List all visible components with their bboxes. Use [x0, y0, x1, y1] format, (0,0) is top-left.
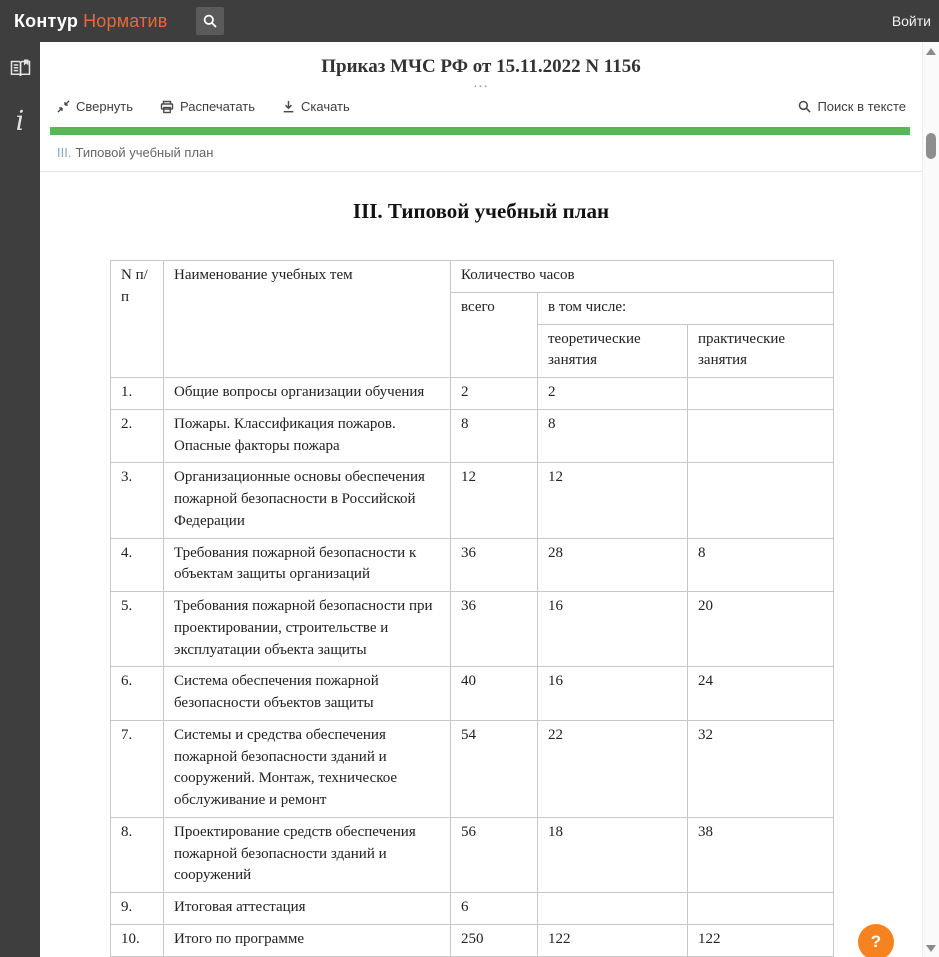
cell-num: 10.: [111, 924, 164, 956]
cell-topic: Проектирование средств обеспечения пожарной безопасности зданий и сооружений: [164, 817, 451, 892]
header-cell-hours: Количество часов: [451, 261, 834, 293]
info-icon[interactable]: i: [15, 105, 25, 137]
header-cell-total: всего: [451, 292, 538, 377]
scrollbar-thumb[interactable]: [926, 133, 936, 159]
main-layout: [0, 42, 939, 957]
topbar: [0, 0, 939, 42]
cell-theory: 16: [538, 592, 688, 667]
cell-topic: Требования пожарной безопасности к объектам защиты организаций: [164, 538, 451, 592]
cell-theory: 28: [538, 538, 688, 592]
cell-theory: 8: [538, 409, 688, 463]
help-button[interactable]: ?: [858, 924, 894, 957]
download-label: Скачать: [301, 99, 350, 114]
breadcrumb-section-label: Типовой учебный план: [75, 145, 214, 160]
cell-total: 40: [451, 667, 538, 721]
cell-theory: 16: [538, 667, 688, 721]
header-cell-topic: Наименование учебных тем: [164, 261, 451, 378]
cell-total: 36: [451, 592, 538, 667]
cell-num: 6.: [111, 667, 164, 721]
cell-practice: [688, 463, 834, 538]
cell-num: 8.: [111, 817, 164, 892]
table-row: [111, 893, 834, 925]
download-icon: [282, 100, 295, 113]
search-icon: [203, 14, 217, 28]
table-row: [111, 592, 834, 667]
table-row: [111, 817, 834, 892]
cell-num: 4.: [111, 538, 164, 592]
cell-theory: 22: [538, 720, 688, 817]
document-toolbar: [57, 99, 906, 114]
download-button[interactable]: [282, 99, 350, 114]
cell-theory: [538, 893, 688, 925]
training-plan-table-wrap: [110, 260, 922, 957]
scroll-down-arrow-icon[interactable]: [926, 945, 936, 952]
section-heading: III. Типовой учебный план: [352, 199, 610, 223]
table-row: [111, 538, 834, 592]
cell-num: 3.: [111, 463, 164, 538]
cell-total: 2: [451, 378, 538, 410]
cell-topic: Общие вопросы организации обучения: [164, 378, 451, 410]
left-sidebar: [0, 42, 40, 957]
cell-num: 9.: [111, 893, 164, 925]
title-expander[interactable]: ...: [473, 74, 489, 91]
collapse-button[interactable]: [57, 99, 133, 114]
cell-topic: Система обеспечения пожарной безопасности объектов защиты: [164, 667, 451, 721]
cell-practice: 32: [688, 720, 834, 817]
global-search-button[interactable]: [196, 7, 224, 35]
training-plan-table: [110, 260, 834, 957]
cell-practice: [688, 378, 834, 410]
cell-num: 2.: [111, 409, 164, 463]
header-cell-including: в том числе:: [538, 292, 834, 324]
search-icon: [798, 100, 811, 113]
breadcrumb-divider: [40, 171, 922, 172]
login-link[interactable]: Войти: [891, 13, 931, 29]
cell-total: 8: [451, 409, 538, 463]
cell-practice: 24: [688, 667, 834, 721]
header-cell-practice: практические занятия: [688, 324, 834, 378]
breadcrumb[interactable]: [40, 135, 922, 171]
document-title: Приказ МЧС РФ от 15.11.2022 N 1156: [321, 56, 641, 77]
cell-total: 36: [451, 538, 538, 592]
documents-book-icon[interactable]: [7, 56, 33, 82]
table-header: [111, 261, 834, 378]
brand-logo[interactable]: [14, 11, 168, 32]
cell-total: 12: [451, 463, 538, 538]
cell-total: 54: [451, 720, 538, 817]
collapse-icon: [57, 100, 70, 113]
document-pane: [40, 42, 922, 957]
print-button[interactable]: [160, 99, 255, 114]
brand-part-normativ: Норматив: [83, 10, 168, 31]
cell-topic: Итоговая аттестация: [164, 893, 451, 925]
print-label: Распечатать: [180, 99, 256, 114]
breadcrumb-section-number: III.: [57, 145, 72, 160]
printer-icon: [160, 100, 174, 114]
cell-topic: Итого по программе: [164, 924, 451, 956]
cell-practice: [688, 893, 834, 925]
cell-num: 1.: [111, 378, 164, 410]
header-cell-theory: теоретические занятия: [538, 324, 688, 378]
table-row: [111, 667, 834, 721]
collapse-label: Свернуть: [76, 99, 134, 114]
cell-practice: 20: [688, 592, 834, 667]
cell-practice: 8: [688, 538, 834, 592]
table-row: [111, 924, 834, 956]
cell-theory: 12: [538, 463, 688, 538]
table-body: [111, 378, 834, 957]
cell-practice: 122: [688, 924, 834, 956]
table-row: [111, 378, 834, 410]
cell-total: 56: [451, 817, 538, 892]
cell-theory: 122: [538, 924, 688, 956]
cell-topic: Требования пожарной безопасности при проектировании, строительстве и эксплуатации объекта защиты: [164, 592, 451, 667]
cell-num: 7.: [111, 720, 164, 817]
toolbar-left-group: [57, 99, 350, 114]
cell-total: 6: [451, 893, 538, 925]
cell-topic: Системы и средства обеспечения пожарной безопасности зданий и сооружений. Монтаж, техническое обслуживание и ремонт: [164, 720, 451, 817]
table-row: [111, 409, 834, 463]
cell-topic: Организационные основы обеспечения пожарной безопасности в Российской Федерации: [164, 463, 451, 538]
search-in-text-button[interactable]: [798, 99, 906, 114]
table-row: [111, 463, 834, 538]
search-in-text-label: Поиск в тексте: [817, 99, 906, 114]
table-row: [111, 720, 834, 817]
cell-practice: 38: [688, 817, 834, 892]
scroll-up-arrow-icon[interactable]: [926, 48, 936, 55]
cell-total: 250: [451, 924, 538, 956]
cell-practice: [688, 409, 834, 463]
progress-bar: [50, 127, 910, 135]
cell-num: 5.: [111, 592, 164, 667]
brand-part-kontur: Контур: [14, 10, 79, 31]
cell-theory: 2: [538, 378, 688, 410]
cell-topic: Пожары. Классификация пожаров. Опасные факторы пожара: [164, 409, 451, 463]
cell-theory: 18: [538, 817, 688, 892]
scrollbar-track[interactable]: [922, 42, 939, 957]
header-cell-num: N п/п: [111, 261, 164, 378]
